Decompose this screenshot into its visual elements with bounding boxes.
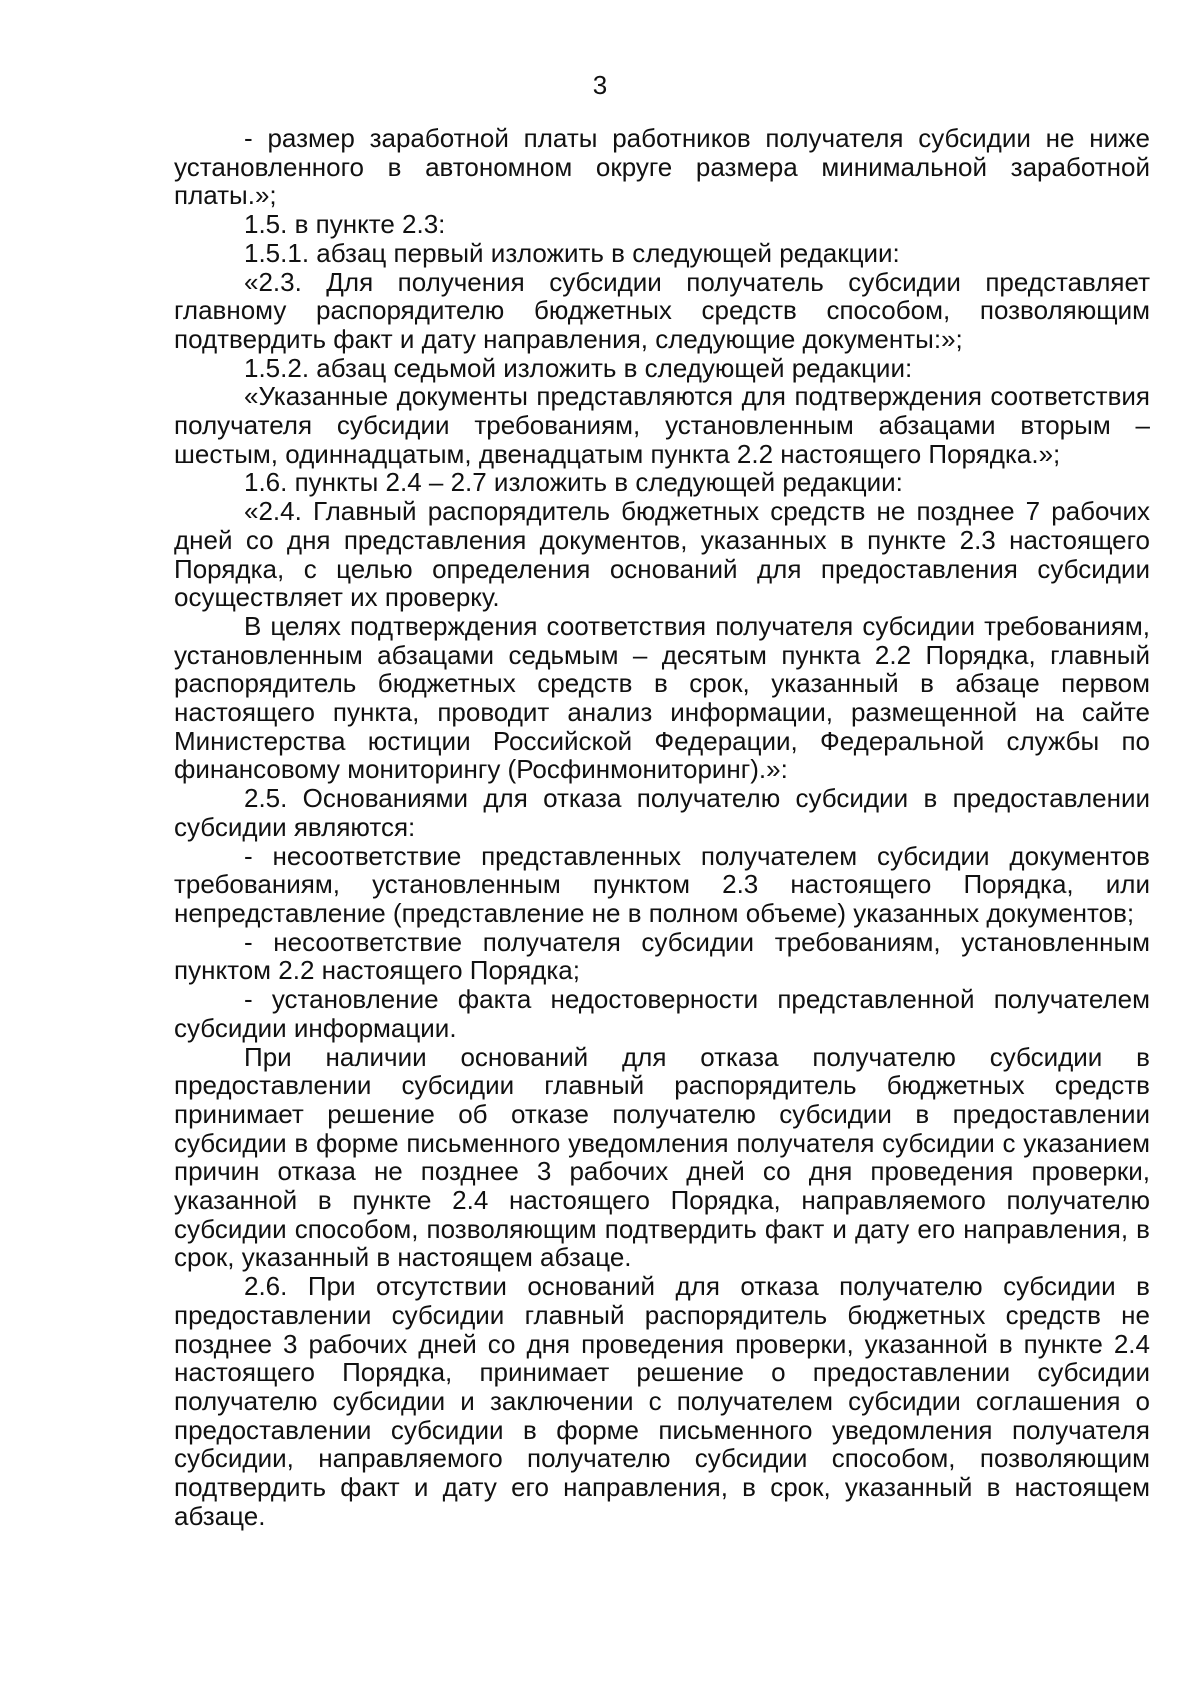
paragraph-refusal-decision: При наличии оснований для отказа получателю субсидии в предоставлении субсидии главный распорядитель бюджетных средств принимает решение об отказе получателю субсидии в предоставлении субсидии в форме письменного уведомления получателя субсидии с указанием причин отказа не позднее 3 рабочих дней со дня проведения проверки, указанной в пункте 2.4 настоящего Порядка, направляемого получателю субсидии способом, позволяющим подтвердить факт и дату его направления, в срок, указанный в настоящем абзаце. <box>174 1041 1150 1273</box>
paragraph-item-1-5-1: 1.5.1. абзац первый изложить в следующей редакции: <box>244 237 900 268</box>
paragraph-clause-2-6: 2.6. При отсутствии оснований для отказа получателю субсидии в предоставлении субсидии главный распорядитель бюджетных средств не позднее 3 рабочих дней со дня проведения проверки, указанной в пункте 2.4 настоящего Порядка, принимает решение о предоставлении субсидии получателю субсидии и заключении с получателем субсидии соглашения о предоставлении субсидии в форме письменного уведомления получателя субсидии, направляемого получателю субсидии способом, позволяющим подтвердить факт и дату его направления, в срок, указанный в настоящем абзаце. <box>174 1271 1150 1531</box>
paragraph-item-1-5: 1.5. в пункте 2.3: <box>244 209 446 240</box>
paragraph-clause-2-4: «2.4. Главный распорядитель бюджетных средств не позднее 7 рабочих дней со дня представления документов, указанных в пункте 2.3 настоящего Порядка, с целью определения оснований для предоставления субсидии осуществляет их проверку. <box>174 496 1150 613</box>
paragraph-clause-2-3: «2.3. Для получения субсидии получатель субсидии представляет главному распорядителю бюджетных средств способом, позволяющим подтвердить факт и дату направления, следующие документы:»; <box>174 266 1150 354</box>
paragraph-wage-requirement: - размер заработной платы работников получателя субсидии не ниже установленного в автономном округе размера минимальной заработной платы.»; <box>174 123 1150 211</box>
page-number: 3 <box>592 70 608 100</box>
paragraph-item-1-6: 1.6. пункты 2.4 – 2.7 изложить в следующей редакции: <box>244 467 903 498</box>
paragraph-verification-analysis: В целях подтверждения соответствия получателя субсидии требованиям, установленным абзацами седьмым – десятым пункта 2.2 Порядка, главный распорядитель бюджетных средств в срок, указанный в абзаце первом настоящего пункта, проводит анализ информации, размещенной на сайте Министерства юстиции Российской Федерации, Федеральной службы по финансовому мониторингу (Росфинмониторинг).»: <box>174 610 1150 785</box>
paragraph-refusal-reason-requirements: - несоответствие получателя субсидии требованиям, установленным пунктом 2.2 настоящего Порядка; <box>174 926 1150 986</box>
paragraph-refusal-reason-documents: - несоответствие представленных получателем субсидии документов требованиям, установленным пунктом 2.3 настоящего Порядка, или непредставление (представление не в полном объеме) указанных документов; <box>174 840 1150 928</box>
document-body <box>174 124 1150 1530</box>
paragraph-documents-submitted: «Указанные документы представляются для подтверждения соответствия получателя субсидии требованиям, установленным абзацами вторым – шестым, одиннадцатым, двенадцатым пункта 2.2 настоящего Порядка.»; <box>174 381 1150 469</box>
paragraph-refusal-reason-false-info: - установление факта недостоверности представленной получателем субсидии информации. <box>174 984 1150 1043</box>
paragraph-clause-2-5: 2.5. Основаниями для отказа получателю субсидии в предоставлении субсидии являются: <box>174 783 1150 842</box>
paragraph-item-1-5-2: 1.5.2. абзац седьмой изложить в следующей редакции: <box>244 352 913 383</box>
